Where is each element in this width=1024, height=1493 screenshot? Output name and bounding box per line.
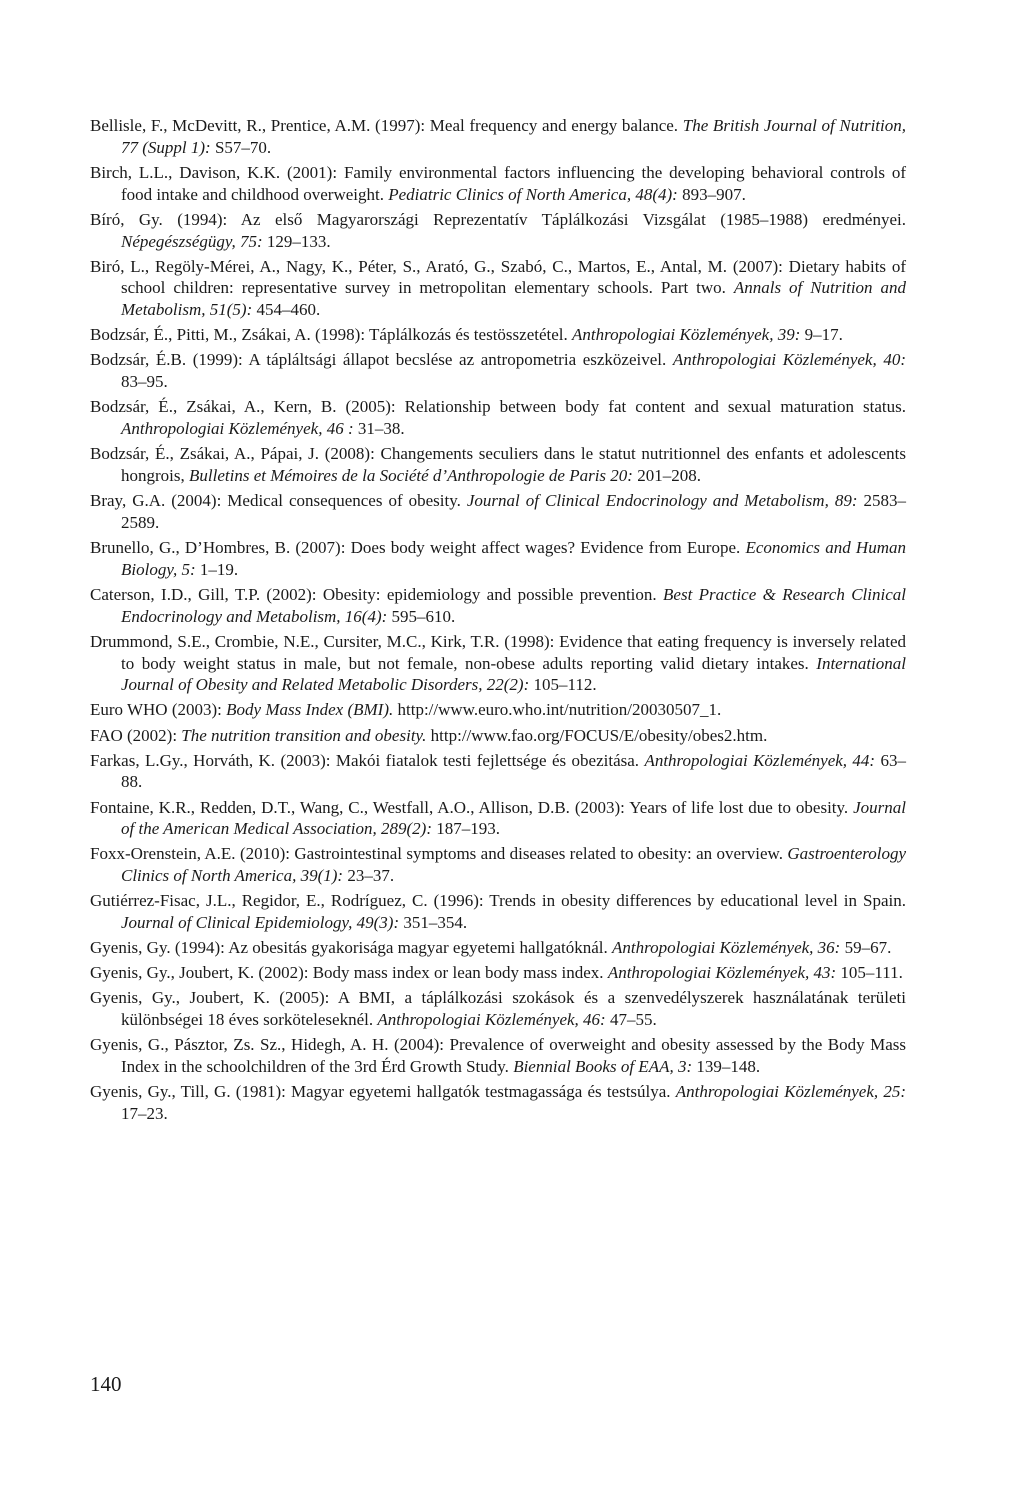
reference-entry: FAO (2002): The nutrition transition and obesity. http://www.fao.org/FOCUS/E/obesity/obes2.htm. [90,725,768,745]
reference-entry: Fontaine, K.R., Redden, D.T., Wang, C., Westfall, A.O., Allison, D.B. (2003): Years of life lost due to obesity. Journal of the American Medical Association, 289(2): 187–193. [90,797,906,839]
reference-entry: Biró, L., Regöly-Mérei, A., Nagy, K., Péter, S., Arató, G., Szabó, C., Martos, E., Antal, M. (2007): Dietary habits of school children: representative survey in metropolitan elementary schools. Part two. Annals of Nutrition and Metabolism, 51(5): 454–460. [90,256,906,320]
reference-entry: Brunello, G., D’Hombres, B. (2007): Does body weight affect wages? Evidence from Europe. Economics and Human Biology, 5: 1–19. [90,538,906,579]
reference-entry: Bodzsár, É., Zsákai, A., Pápai, J. (2008): Changements seculiers dans le statut nutritionnel des enfants et adolescents hongrois, Bulletins et Mémoires de la Société d’Anthropologie de Paris 20: 201–208. [90,444,906,486]
reference-entry: Gyenis, G., Pásztor, Zs. Sz., Hidegh, A. H. (2004): Prevalence of overweight and obesity assessed by the Body Mass Index in the schoolchildren of the 3rd Érd Growth Study. Biennial Books of EAA, 3: 139–148. [90,1035,906,1077]
reference-entry: Gyenis, Gy., Till, G. (1981): Magyar egyetemi hallgatók testmagassága és testsúlya. Anthropologiai Közlemények, 25: 17–23. [90,1082,907,1123]
page-number: 140 [90,1372,122,1396]
reference-entry: Bodzsár, É.B. (1999): A tápláltsági állapot becslése az antropometria eszközeivel. Anthropologiai Közlemények, 40: 83–95. [90,350,906,392]
reference-list [90,115,906,1128]
reference-entry: Gyenis, Gy., Joubert, K. (2002): Body mass index or lean body mass index. Anthropologiai Közlemények, 43: 105–111. [90,963,903,983]
reference-entry: Bellisle, F., McDevitt, R., Prentice, A.M. (1997): Meal frequency and energy balance. The British Journal of Nutrition, 77 (Suppl 1): S57–70. [90,116,906,157]
reference-entry: Gyenis, Gy. (1994): Az obesitás gyakorisága magyar egyetemi hallgatóknál. Anthropologiai Közlemények, 36: 59–67. [90,938,892,958]
reference-entry: Birch, L.L., Davison, K.K. (2001): Family environmental factors influencing the developing behavioral controls of food intake and childhood overweight. Pediatric Clinics of North America, 48(4): 893–907. [90,162,906,204]
reference-entry: Bray, G.A. (2004): Medical consequences of obesity. Journal of Clinical Endocrinology and Metabolism, 89: 2583–2589. [90,491,906,532]
reference-entry: Bodzsár, É., Pitti, M., Zsákai, A. (1998): Táplálkozás és testösszetétel. Anthropologiai Közlemények, 39: 9–17. [90,325,843,345]
reference-entry: Euro WHO (2003): Body Mass Index (BMI). http://www.euro.who.int/nutrition/20030507_1. [90,700,722,720]
reference-entry: Gyenis, Gy., Joubert, K. (2005): A BMI, a táplálkozási szokások és a szenvedélyszerek használatának területi különbségei 18 éves sorköteleseknél. Anthropologiai Közlemények, 46: 47–55. [90,988,906,1030]
reference-entry: Caterson, I.D., Gill, T.P. (2002): Obesity: epidemiology and possible prevention. Best Practice & Research Clinical Endocrinology and Metabolism, 16(4): 595–610. [90,584,906,626]
reference-entry: Drummond, S.E., Crombie, N.E., Cursiter, M.C., Kirk, T.R. (1998): Evidence that eating frequency is inversely related to body weight status in male, but not female, non-obese adults reporting valid dietary intakes. International Journal of Obesity and Related Metabolic Disorders, 22(2): 105–112. [90,631,906,695]
reference-entry: Foxx-Orenstein, A.E. (2010): Gastrointestinal symptoms and diseases related to obesity: an overview. Gastroenterology Clinics of North America, 39(1): 23–37. [90,844,906,886]
reference-entry: Farkas, L.Gy., Horváth, K. (2003): Makói fiatalok testi fejlettsége és obezitása. Anthropologiai Közlemények, 44: 63–88. [90,750,906,792]
reference-entry: Bíró, Gy. (1994): Az első Magyarországi Reprezentatív Táplálkozási Vizsgálat (1985–1988) eredményei. Népegészségügy, 75: 129–133. [90,209,906,251]
reference-entry: Gutiérrez-Fisac, J.L., Regidor, E., Rodríguez, C. (1996): Trends in obesity differences by educational level in Spain. Journal of Clinical Epidemiology, 49(3): 351–354. [90,891,906,933]
reference-entry: Bodzsár, É., Zsákai, A., Kern, B. (2005): Relationship between body fat content and sexual maturation status. Anthropologiai Közlemények, 46 : 31–38. [90,397,906,439]
